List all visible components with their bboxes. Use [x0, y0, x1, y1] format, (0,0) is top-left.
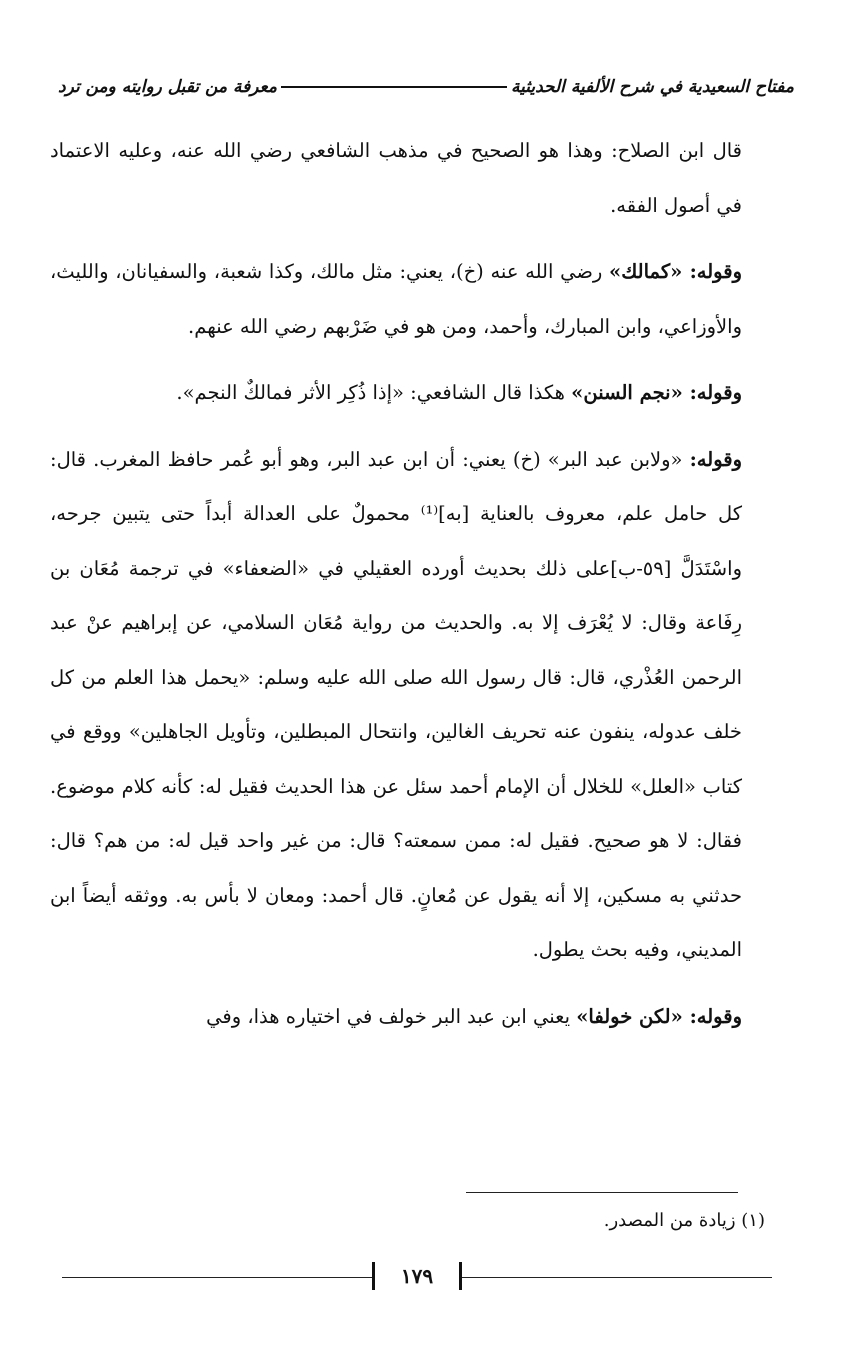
chapter-title: معرفة من تقبل روايته ومن ترد: [58, 77, 277, 97]
body-text: [50, 124, 742, 1056]
header-dash: [281, 86, 507, 88]
footnote: (١) زيادة من المصدر.: [603, 1210, 765, 1231]
lead-in-phrase: وقوله: «كمالك»: [609, 260, 742, 283]
running-header: [58, 72, 794, 102]
lead-in-phrase: وقوله: «لكن خولفا»: [576, 1004, 742, 1028]
paragraph-text: يعني ابن عبد البر خولف في اختياره هذا، وفي: [206, 1004, 577, 1028]
paragraph-text: هكذا قال الشافعي: «إذا ذُكِر الأثر فمالكٌ النجم».: [176, 381, 572, 404]
paragraph-text: رضي الله عنه (خ)، يعني: مثل مالك، وكذا شعبة، والسفيانان، والليث، والأوزاعي، وابن المبارك، وأحمد، ومن هو في ضَرْبهم رضي الله عنهم.: [50, 260, 742, 338]
lead-in-phrase: وقوله: «نجم السنن»: [571, 381, 742, 404]
lead-in-phrase: وقوله:: [689, 447, 742, 471]
paragraph-text: «ولابن عبد البر» (خ) يعني: أن ابن عبد البر، وهو أبو عُمر حافظ المغرب. قال: كل حامل علم، معروف بالعناية [به]⁽¹⁾ محمولٌ على العدالة أبداً حتى يتبين جرحه، واسْتَدَلَّ [٥٩-ب]على ذلك بحديث أورده العقيلي في «الضعفاء» في ترجمة مُعَان بن رِفَاعة وقال: لا يُعْرَف إلا به. والحديث من رواية مُعَان السلامي، عن إبراهيم عنْ عبد الرحمن العُذْري، قال: قال رسول الله صلى الله عليه وسلم: «يحمل هذا العلم من كل خلف عدوله، ينفون عنه تحريف الغالين، وانتحال المبطلين، وتأويل الجاهلين» ووقع في كتاب «العلل» للخلال أن الإمام أحمد سئل عن هذا الحديث فقيل له: كأنه كلام موضوع. فقال: لا هو صحيح. فقيل له: ممن سمعته؟ قال: من غير واحد قيل له: من هم؟ قال: حدثني به مسكين، إلا أنه يقول عن مُعانٍ. قال أحمد: ومعان لا بأس به. ووثقه أيضاً ابن المديني، وفيه بحث يطول.: [50, 447, 742, 961]
footnote-separator: [466, 1192, 738, 1193]
paragraph: [50, 245, 742, 354]
page-number: ١٧٩: [372, 1262, 462, 1290]
book-title: مفتاح السعيدية في شرح الألفية الحديثية: [511, 77, 794, 97]
paragraph: [50, 124, 742, 233]
paragraph-text: قال ابن الصلاح: وهذا هو الصحيح في مذهب الشافعي رضي الله عنه، وعليه الاعتماد في أصول الفقه.: [50, 139, 742, 217]
paragraph: [50, 433, 742, 978]
paragraph: [50, 366, 742, 421]
paragraph: [50, 990, 742, 1045]
